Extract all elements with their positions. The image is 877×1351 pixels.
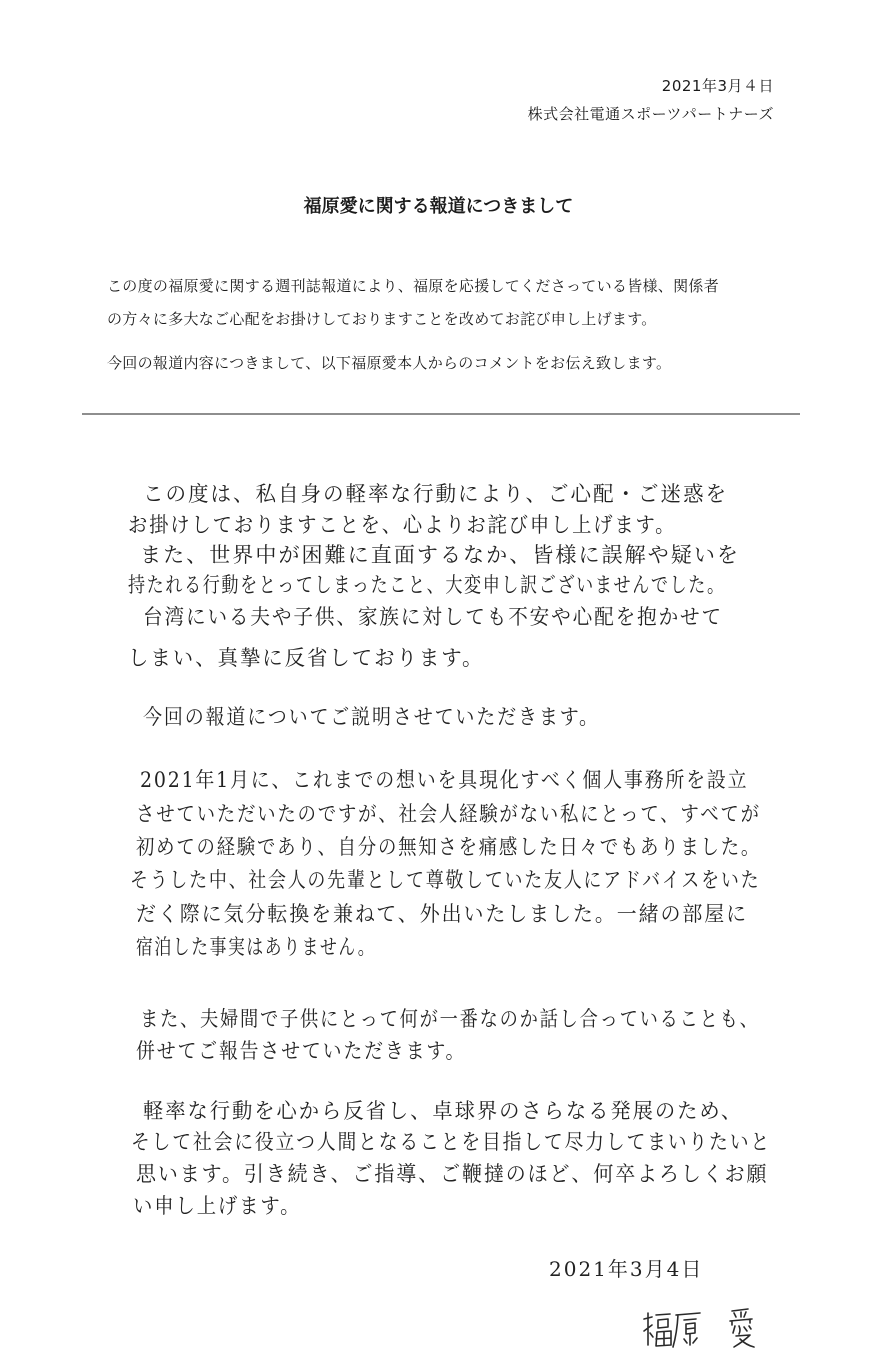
letter-line: 思います。引き続き、ご指導、ご鞭撻のほど、何卒よろしくお願 bbox=[136, 1162, 769, 1186]
intro-line: 今回の報道内容につきまして、以下福原愛本人からのコメントをお伝え致します。 bbox=[107, 354, 672, 372]
letter-line: 今回の報道についてご説明させていただきます。 bbox=[143, 705, 600, 729]
letter-line: 台湾にいる夫や子供、家族に対しても不安や心配を抱かせて bbox=[143, 605, 724, 629]
letter-date: 2021年3月4日 bbox=[549, 1257, 704, 1281]
signature-handwritten bbox=[640, 1305, 770, 1351]
letter-line: 2021年1月に、これまでの想いを具現化すべく個人事務所を設立 bbox=[140, 768, 749, 792]
intro-line: の方々に多大なご心配をお掛けしておりますことを改めてお詫び申し上げます。 bbox=[107, 310, 657, 328]
intro-line: この度の福原愛に関する週刊誌報道により、福原を応援してくださっている皆様、関係者 bbox=[107, 277, 720, 295]
header-company: 株式会社電通スポーツパートナーズ bbox=[527, 105, 774, 123]
statement-title: 福原愛に関する報道につきまして bbox=[303, 196, 574, 217]
letter-line: この度は、私自身の軽率な行動により、ご心配・ご迷惑を bbox=[143, 482, 729, 506]
letter-line: そして社会に役立つ人間となることを目指して尽力してまいりたいと bbox=[131, 1130, 771, 1154]
letter-line: そうした中、社会人の先輩として尊敬していた友人にアドバイスをいた bbox=[130, 868, 761, 892]
letter-line: また、夫婦間で子供にとって何が一番なのか話し合っていることも、 bbox=[140, 1007, 760, 1031]
header-date: 2021年3月４日 bbox=[661, 77, 774, 95]
letter-line: い申し上げます。 bbox=[133, 1194, 302, 1218]
letter-line: お掛けしておりますことを、心よりお詫び申し上げます。 bbox=[128, 513, 677, 537]
letter-line: 併せてご報告させていただきます。 bbox=[136, 1039, 467, 1063]
letter-line: 初めての経験であり、自分の無知さを痛感した日々でもありました。 bbox=[136, 835, 762, 859]
letter-line: また、世界中が困難に直面するなか、皆様に誤解や疑いを bbox=[140, 543, 740, 567]
letter-line: だく際に気分転換を兼ねて、外出いたしました。一緒の部屋に bbox=[136, 902, 749, 926]
section-divider bbox=[82, 413, 800, 415]
letter-line: 宿泊した事実はありません。 bbox=[136, 935, 377, 959]
letter-line: 持たれる行動をとってしまったこと、大変申し訳ございませんでした。 bbox=[128, 573, 726, 597]
letter-line: しまい、真摯に反省しております。 bbox=[128, 646, 485, 670]
letter-line: 軽率な行動を心から反省し、卓球界のさらなる発展のため、 bbox=[143, 1099, 744, 1123]
letter-line: させていただいたのですが、社会人経験がない私にとって、すべてが bbox=[136, 802, 761, 826]
